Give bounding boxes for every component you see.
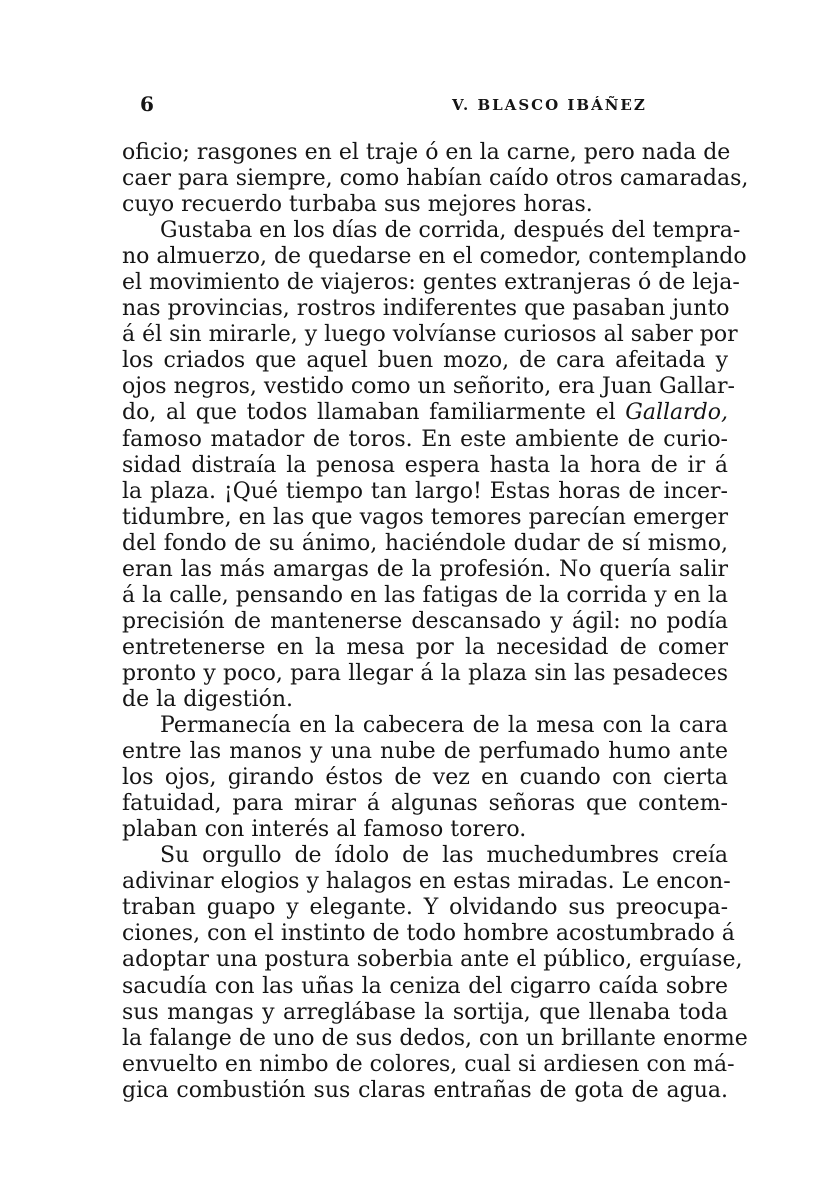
text-line: la falange de uno de sus dedos, con un brillante enorme [122,1025,748,1051]
page-number: 6 [140,92,154,116]
text-line: oficio; rasgones en el traje ó en la carne, pero nada de [122,140,731,165]
text-line: nas provincias, rostros indiferentes que pasaban junto [122,296,730,322]
text-line: adoptar una postura soberbia ante el público, erguíase, [122,947,743,973]
text-line: eran las más amargas de la profesión. No quería salir [122,556,728,582]
text-line: adivinar elogios y halagos en estas miradas. Le encon- [122,869,731,895]
text-line: entre las manos y una nube de perfumado humo ante [122,739,728,765]
paragraph-first-line: Su orgullo de ídolo de las muchedumbres creía [160,843,728,869]
text-line: traban guapo y elegante. Y olvidando sus preocupa- [122,895,728,921]
text-line: envuelto en nimbo de colores, cual si ardiesen con má- [122,1051,735,1077]
text-line: los ojos, girando éstos de vez en cuando con cierta [122,765,728,791]
text-line: los criados que aquel buen mozo, de cara afeitada y [122,348,728,374]
text-line: á él sin mirarle, y luego volvíanse curiosos al saber por [122,322,738,348]
text-line: caer para siempre, como habían caído otros camaradas, [122,166,749,192]
text-line: pronto y poco, para llegar á la plaza sin las pesadeces [122,660,728,686]
italic-name: Gallardo, [625,400,728,426]
text-line: entretenerse en la mesa por la necesidad de comer [122,634,728,660]
text-segment: do, al que todos llamaban familiarmente el [122,400,616,426]
running-header [122,92,728,116]
text-line: sus mangas y arreglábase la sortija, que llenaba toda [122,999,728,1025]
text-line: el movimiento de viajeros: gentes extranjeras ó de leja- [122,270,740,296]
text-line: del fondo de su ánimo, haciéndole dudar de sí mismo, [122,530,728,556]
text-line: tidumbre, en las que vagos temores parecían emerger [122,504,728,530]
text-line: famoso matador de toros. En este ambiente de curio- [122,426,728,452]
text-line: no almuerzo, de quedarse en el comedor, contemplando [122,244,747,270]
body-text [122,140,749,1104]
text-line: la plaza. ¡Qué tiempo tan largo! Estas horas de incer- [122,478,728,504]
running-title: V. BLASCO IBÁÑEZ [452,96,647,114]
text-line: ojos negros, vestido como un señorito, era Juan Gallar- [122,374,735,400]
text-line: de la digestión. [122,686,294,712]
text-line: sacudía con las uñas la ceniza del cigarro caída sobre [122,973,728,999]
text-line: cuyo recuerdo turbaba sus mejores horas. [122,192,593,218]
paragraph-first-line: Permanecía en la cabecera de la mesa con la cara [160,713,728,739]
text-line: á la calle, pensando en las fatigas de la corrida y en la [122,582,728,608]
text-line: precisión de mantenerse descansado y ágil: no podía [122,608,728,634]
text-line: sidad distraía la penosa espera hasta la hora de ir á [122,452,728,478]
text-line: ciones, con el instinto de todo hombre acostumbrado á [122,921,735,947]
text-line-mixed [122,400,728,426]
text-line: plaban con interés al famoso torero. [122,817,527,843]
paragraph-first-line: Gustaba en los días de corrida, después del tempra- [160,218,741,244]
text-line: fatuidad, para mirar á algunas señoras que contem- [122,791,728,817]
text-line: gica combustión sus claras entrañas de gota de agua. [122,1077,728,1103]
